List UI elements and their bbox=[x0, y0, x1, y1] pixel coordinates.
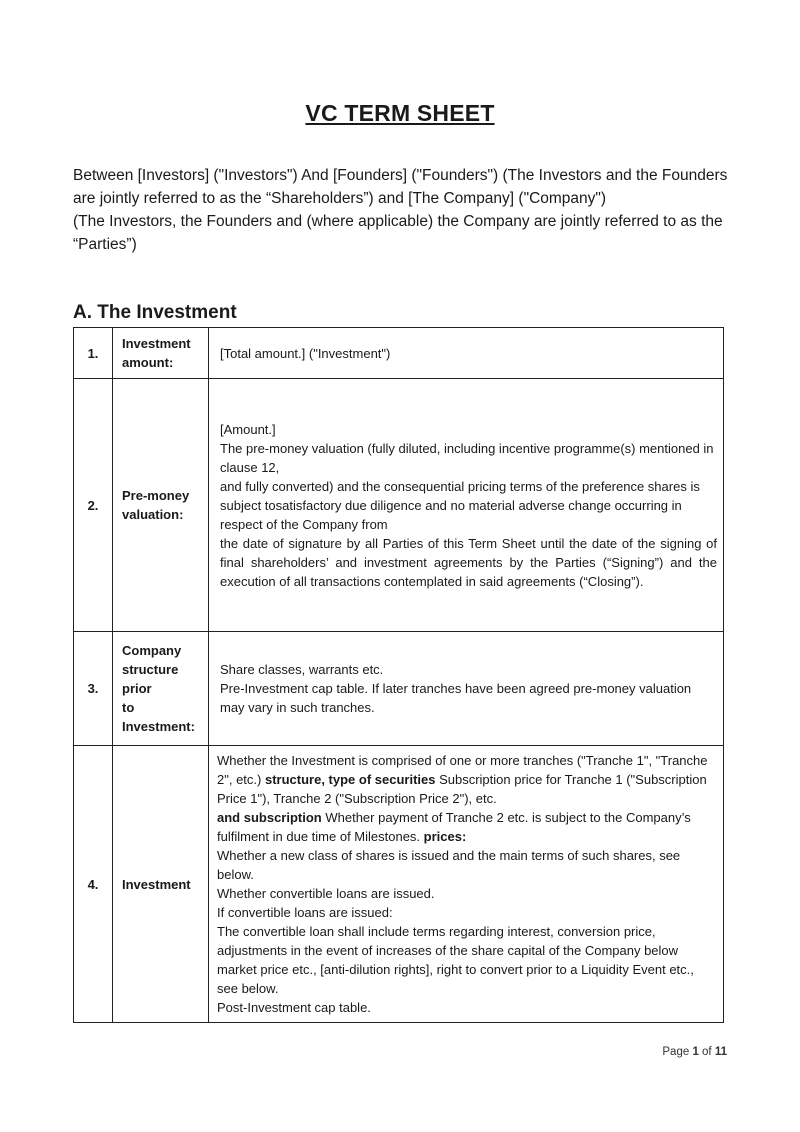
row-label: Company structure prior to Investment: bbox=[113, 632, 209, 746]
row-content bbox=[209, 328, 724, 379]
row-label: Investment bbox=[113, 746, 209, 1023]
row-content bbox=[209, 746, 724, 1023]
table-row bbox=[74, 379, 724, 632]
document-title: VC TERM SHEET bbox=[305, 100, 495, 126]
intro-parties: Between [Investors] ("Investors") And [Founders] ("Founders") (The Investors and the Founders are jointly referred to as the “Shareholders”) and [The Company] ("Company") bbox=[73, 167, 728, 207]
row-label: Pre-money valuation: bbox=[113, 379, 209, 632]
intro-paragraph bbox=[73, 164, 733, 256]
valuation-text-3: the date of signature by all Parties of this Term Sheet until the date of the signing of final shareholders’ and investment agreements by the Parties (“Signing”) and the execution of all transactions contemplated in said agreements (“Closing”). bbox=[220, 535, 717, 589]
valuation-text-2: and fully converted) and the consequential pricing terms of the preference shares is subject tosatisfactory due diligence and no material adverse change occurring in respect of the Company from bbox=[220, 478, 700, 532]
intro-parties-definition: (The Investors, the Founders and (where applicable) the Company are jointly referred to as the “Parties”) bbox=[73, 213, 723, 253]
structure-text-2: Pre-Investment cap table. If later tranches have been agreed pre-money valuation may vary in such tranches. bbox=[220, 681, 692, 715]
row-content bbox=[209, 632, 724, 746]
valuation-text-1: The pre-money valuation (fully diluted, including incentive programme(s) mentioned in clause 12, bbox=[220, 440, 714, 475]
investment-text-6: The convertible loan shall include terms regarding interest, conversion price, adjustments in the event of increases of the share capital of the Company below market price etc., [anti-dilution rights], right to convert prior to a Liquidity Event etc., see below. bbox=[217, 924, 694, 996]
valuation-amount: [Amount.] bbox=[220, 421, 276, 437]
investment-amount-text: [Total amount.] ("Investment") bbox=[220, 345, 391, 361]
investment-text-3: Whether a new class of shares is issued and the main terms of such shares, see below. bbox=[217, 848, 681, 882]
section-heading: A. The Investment bbox=[73, 302, 237, 323]
investment-text-5: If convertible loans are issued: bbox=[217, 905, 393, 920]
structure-text-1: Share classes, warrants etc. bbox=[220, 662, 384, 677]
investment-text-4: Whether convertible loans are issued. bbox=[217, 886, 435, 901]
investment-text-7: Post-Investment cap table. bbox=[217, 1000, 371, 1015]
row-number: 3. bbox=[74, 632, 113, 746]
table-row bbox=[74, 328, 724, 379]
page-number: Page 1 of 11 bbox=[662, 1046, 727, 1058]
investment-terms-table bbox=[73, 327, 724, 1023]
row-number: 1. bbox=[74, 328, 113, 379]
row-content bbox=[209, 379, 724, 632]
table-row bbox=[74, 746, 724, 1023]
investment-text-2: and subscription Whether payment of Tranche 2 etc. is subject to the Company’s fulfilment in due time of Milestones. prices: bbox=[217, 810, 691, 844]
row-number: 4. bbox=[74, 746, 113, 1023]
row-label: Investment amount: bbox=[113, 328, 209, 379]
row-number: 2. bbox=[74, 379, 113, 632]
investment-text-1: Whether the Investment is comprised of one or more tranches ("Tranche 1", "Tranche 2", etc.) structure, type of securities Subscription price for Tranche 1 ("Subscription Price 1"), Tranche 2 ("Subscription Price 2"), etc. bbox=[217, 753, 708, 806]
table-row bbox=[74, 632, 724, 746]
